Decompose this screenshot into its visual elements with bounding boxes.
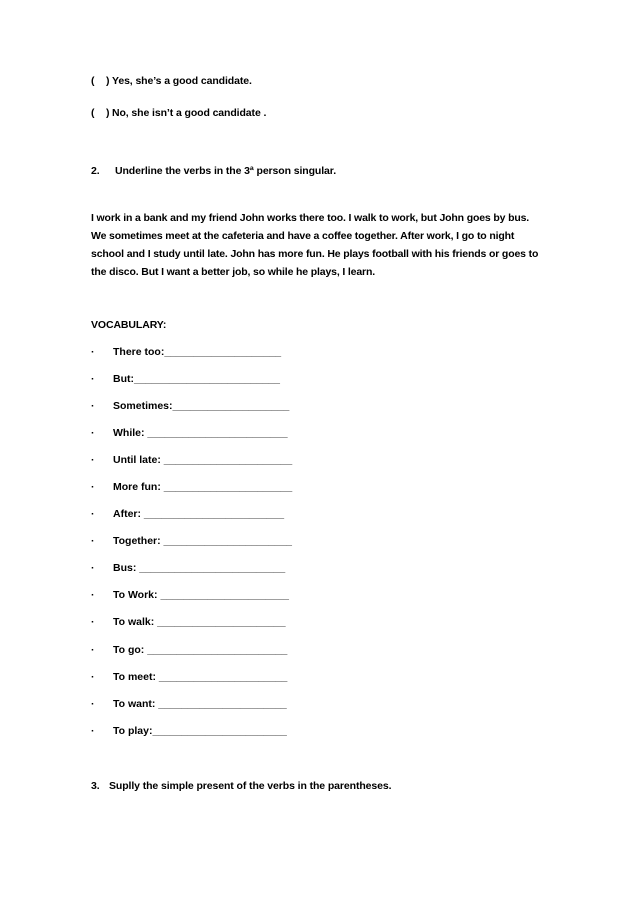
- paragraph-line: I work in a bank and my friend John works there too. I walk to work, but John goes by bus.: [91, 212, 530, 224]
- vocab-term: Together: ______________________: [113, 535, 293, 547]
- reading-paragraph: [91, 209, 551, 281]
- bullet: ·: [91, 481, 95, 493]
- vocab-term: To Work: ______________________: [113, 589, 289, 601]
- vocab-term: To go: ________________________: [113, 644, 288, 656]
- choice-label: No, she isn’t a good candidate .: [112, 107, 267, 119]
- bullet: ·: [91, 400, 95, 412]
- vocab-term: There too:____________________: [113, 346, 282, 358]
- section-3-number: 3.: [91, 780, 100, 792]
- bullet: ·: [91, 346, 95, 358]
- paragraph-line: We sometimes meet at the cafeteria and have a coffee together. After work, I go to night: [91, 230, 515, 242]
- bullet: ·: [91, 535, 95, 547]
- vocab-term: Until late: ______________________: [113, 454, 293, 466]
- bullet: ·: [91, 562, 95, 574]
- vocab-term: While: ________________________: [113, 427, 288, 439]
- bullet: ·: [91, 508, 95, 520]
- bullet: ·: [91, 698, 95, 710]
- vocab-term: More fun: ______________________: [113, 481, 293, 493]
- vocab-term: Bus: _________________________: [113, 562, 286, 574]
- choice-paren-open: (: [91, 75, 95, 87]
- vocab-term: After: ________________________: [113, 508, 285, 520]
- bullet: ·: [91, 644, 95, 656]
- vocab-term: To want: ______________________: [113, 698, 287, 710]
- choice-paren-open: (: [91, 107, 95, 119]
- paragraph-line: school and I study until late. John has more fun. He plays football with his friends or goes to: [91, 248, 539, 260]
- bullet: ·: [91, 725, 95, 737]
- vocab-term: To play:_______________________: [113, 725, 287, 737]
- vocab-term: To walk: ______________________: [113, 616, 286, 628]
- bullet: ·: [91, 373, 95, 385]
- bullet: ·: [91, 671, 95, 683]
- bullet: ·: [91, 616, 95, 628]
- vocab-term: Sometimes:____________________: [113, 400, 290, 412]
- vocab-term: To meet: ______________________: [113, 671, 288, 683]
- choice-label: Yes, she’s a good candidate.: [112, 75, 252, 87]
- bullet: ·: [91, 454, 95, 466]
- section-3-heading: Suplly the simple present of the verbs in the parentheses.: [109, 780, 392, 792]
- choice-paren-close: ): [106, 107, 110, 119]
- choice-paren-close: ): [106, 75, 110, 87]
- paragraph-line: the disco. But I want a better job, so while he plays, I learn.: [91, 266, 376, 278]
- vocab-term: But:_________________________: [113, 373, 280, 385]
- bullet: ·: [91, 427, 95, 439]
- section-2-number: 2.: [91, 165, 100, 177]
- vocabulary-heading: VOCABULARY:: [91, 319, 167, 331]
- bullet: ·: [91, 589, 95, 601]
- section-2-heading: Underline the verbs in the 3ª person singular.: [115, 165, 337, 177]
